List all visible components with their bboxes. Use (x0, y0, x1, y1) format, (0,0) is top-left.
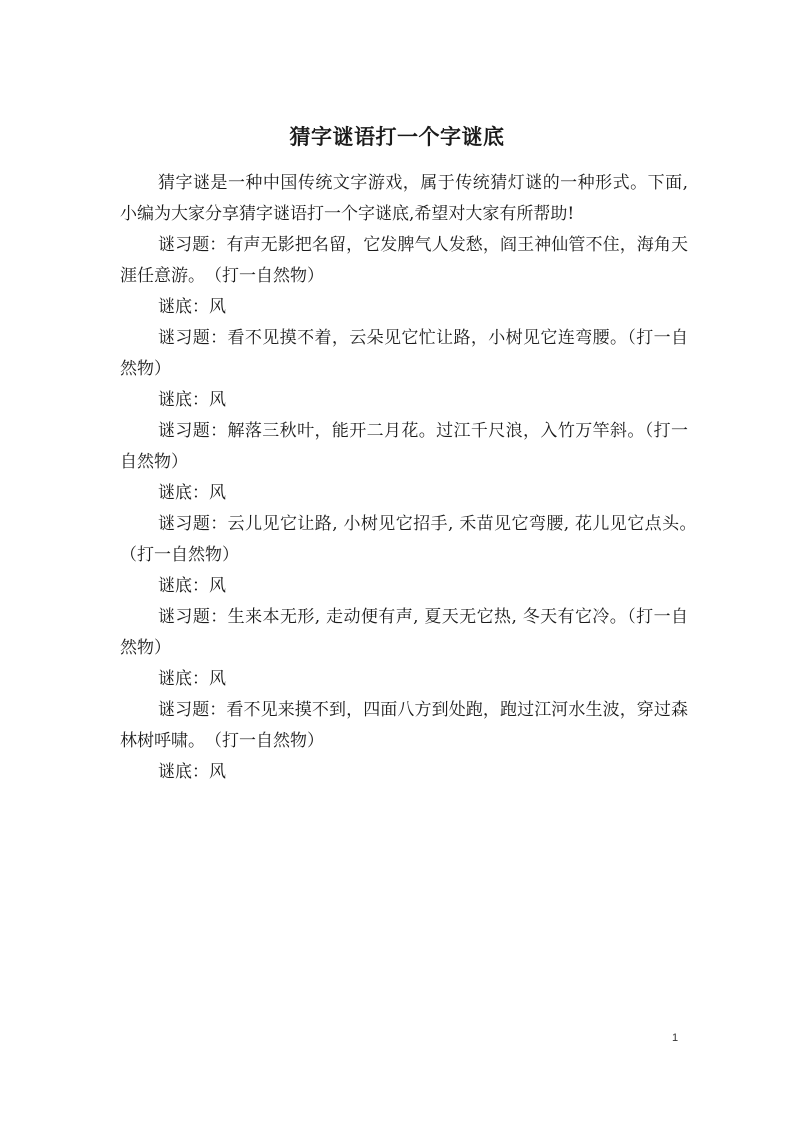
riddle-answer-5: 谜底：风 (158, 669, 226, 689)
intro-paragraph: 猜字谜是一种中国传统文字游戏，属于传统猜灯谜的一种形式。下面,小编为大家分享猜字谜语打一个字谜底,希望对大家有所帮助! (120, 173, 688, 224)
riddle-question-4: 谜习题：云儿见它让路, 小树见它招手, 禾苗见它弯腰, 花儿见它点头。 （打一自然物） (120, 514, 705, 565)
riddle-answer-2: 谜底：风 (158, 390, 226, 410)
document-body (120, 168, 705, 788)
riddle-answer-3: 谜底：风 (158, 483, 226, 503)
riddle-question-2: 谜习题：看不见摸不着，云朵见它忙让路，小树见它连弯腰。（打一自然物） (120, 328, 688, 379)
riddle-answer-6: 谜底：风 (158, 762, 226, 782)
riddle-question-6: 谜习题：看不见来摸不到，四面八方到处跑，跑过江河水生波，穿过森林树呼啸。 （打一自然物） (120, 700, 688, 751)
riddle-answer-4: 谜底：风 (158, 576, 226, 596)
page-title: 猜字谜语打一个字谜底 (289, 124, 505, 149)
riddle-answer-1: 谜底：风 (158, 297, 226, 317)
page-number: 1 (671, 1032, 679, 1044)
riddle-question-3: 谜习题：解落三秋叶，能开二月花。过江千尺浪，入竹万竿斜。（打一自然物） (120, 421, 688, 472)
riddle-question-1: 谜习题：有声无影把名留，它发脾气人发愁，阎王神仙管不住，海角天涯任意游。 （打一自然物） (120, 235, 688, 286)
riddle-question-5: 谜习题：生来本无形, 走动便有声, 夏天无它热, 冬天有它冷。（打一自然物） (120, 607, 688, 658)
